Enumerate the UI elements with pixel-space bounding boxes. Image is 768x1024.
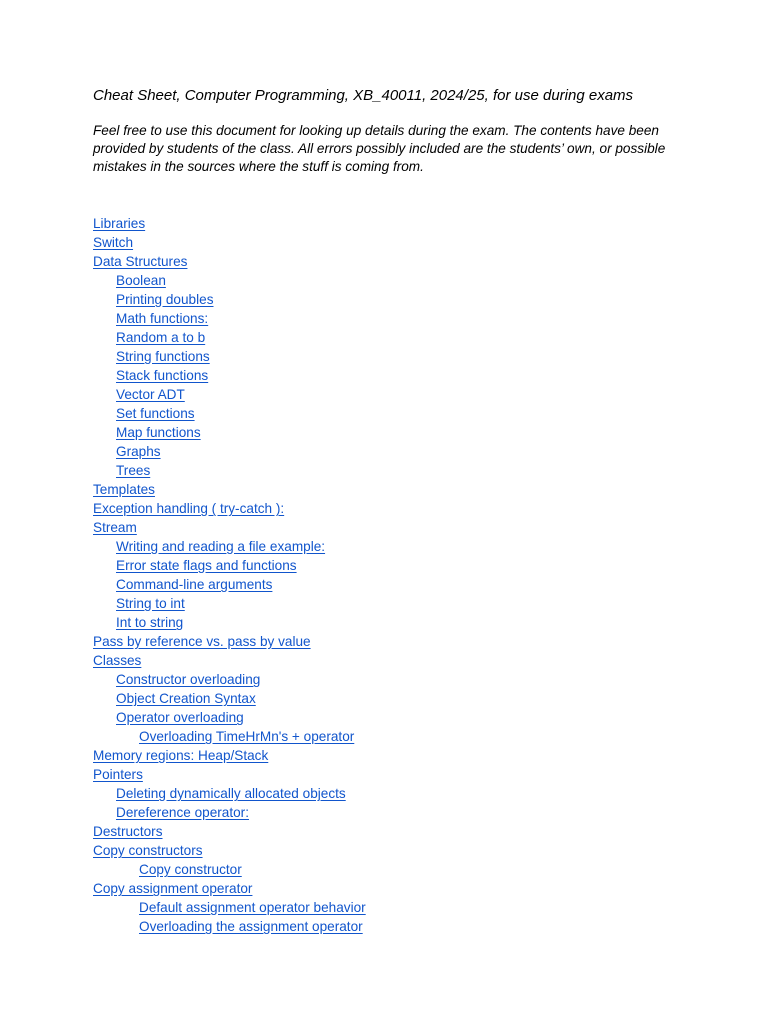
toc-item: [93, 594, 693, 613]
toc-item: [93, 632, 693, 651]
toc-item: [93, 404, 693, 423]
toc-link[interactable]: Deleting dynamically allocated objects: [116, 786, 346, 801]
toc-item: [93, 537, 693, 556]
toc-item: [93, 309, 693, 328]
toc-item: [93, 746, 693, 765]
toc-link[interactable]: Libraries: [93, 216, 146, 231]
toc-link[interactable]: Error state flags and functions: [116, 558, 297, 573]
toc-item: [93, 575, 693, 594]
toc-link[interactable]: Pass by reference vs. pass by value: [93, 634, 311, 649]
toc-item: [93, 366, 693, 385]
toc-item: [93, 689, 693, 708]
toc-item: [93, 499, 693, 518]
toc-link[interactable]: Boolean: [116, 273, 166, 288]
table-of-contents: [93, 214, 693, 936]
toc-item: [93, 879, 693, 898]
toc-link[interactable]: Printing doubles: [116, 292, 214, 307]
document-intro: Feel free to use this document for looking up details during the exam. The contents have been provided by students of the class. All errors possibly included are the students’ own, or possible mistakes in the sources where the stuff is coming from.: [93, 123, 666, 174]
toc-link[interactable]: Switch: [93, 235, 134, 250]
toc-item: [93, 480, 693, 499]
toc-item: [93, 347, 693, 366]
toc-link[interactable]: Object Creation Syntax: [116, 691, 256, 706]
toc-item: [93, 252, 693, 271]
toc-link[interactable]: Memory regions: Heap/Stack: [93, 748, 269, 763]
toc-item: [93, 670, 693, 689]
toc-item: [93, 841, 693, 860]
toc-item: [93, 442, 693, 461]
toc-link[interactable]: Operator overloading: [116, 710, 244, 725]
toc-link[interactable]: Random a to b: [116, 330, 206, 345]
toc-link[interactable]: Exception handling ( try-catch ):: [93, 501, 285, 516]
toc-item: [93, 385, 693, 404]
toc-item: [93, 860, 693, 879]
toc-link[interactable]: Overloading TimeHrMn's + operator: [139, 729, 355, 744]
document-title: Cheat Sheet, Computer Programming, XB_40011, 2024/25, for use during exams: [93, 87, 634, 104]
toc-item: [93, 271, 693, 290]
toc-item: [93, 290, 693, 309]
toc-item: [93, 613, 693, 632]
toc-item: [93, 233, 693, 252]
toc-item: [93, 461, 693, 480]
toc-link[interactable]: Templates: [93, 482, 155, 497]
toc-item: [93, 803, 693, 822]
toc-link[interactable]: Classes: [93, 653, 142, 668]
toc-item: [93, 727, 693, 746]
toc-item: [93, 784, 693, 803]
toc-item: [93, 423, 693, 442]
toc-link[interactable]: Stream: [93, 520, 137, 535]
toc-link[interactable]: Destructors: [93, 824, 163, 839]
toc-item: [93, 556, 693, 575]
toc-link[interactable]: Stack functions: [116, 368, 209, 383]
toc-link[interactable]: Data Structures: [93, 254, 188, 269]
toc-link[interactable]: Math functions:: [116, 311, 209, 326]
toc-link[interactable]: String to int: [116, 596, 185, 611]
toc-link[interactable]: Dereference operator:: [116, 805, 249, 820]
toc-link[interactable]: Set functions: [116, 406, 195, 421]
toc-item: [93, 708, 693, 727]
toc-link[interactable]: Graphs: [116, 444, 161, 459]
toc-link[interactable]: Copy constructors: [93, 843, 203, 858]
toc-item: [93, 328, 693, 347]
toc-link[interactable]: Map functions: [116, 425, 201, 440]
toc-link[interactable]: Command-line arguments: [116, 577, 273, 592]
toc-link[interactable]: Trees: [116, 463, 151, 478]
toc-link[interactable]: Overloading the assignment operator: [139, 919, 363, 934]
toc-item: [93, 822, 693, 841]
toc-item: [93, 898, 693, 917]
toc-item: [93, 651, 693, 670]
toc-link[interactable]: Constructor overloading: [116, 672, 261, 687]
toc-link[interactable]: Writing and reading a file example:: [116, 539, 326, 554]
toc-item: [93, 917, 693, 936]
toc-item: [93, 518, 693, 537]
document-page: [93, 86, 693, 934]
toc-link[interactable]: Vector ADT: [116, 387, 185, 402]
toc-link[interactable]: Pointers: [93, 767, 143, 782]
toc-link[interactable]: Copy assignment operator: [93, 881, 253, 896]
toc-link[interactable]: Copy constructor: [139, 862, 242, 877]
toc-link[interactable]: Default assignment operator behavior: [139, 900, 366, 915]
toc-item: [93, 214, 693, 233]
toc-link[interactable]: Int to string: [116, 615, 184, 630]
toc-link[interactable]: String functions: [116, 349, 210, 364]
toc-item: [93, 765, 693, 784]
